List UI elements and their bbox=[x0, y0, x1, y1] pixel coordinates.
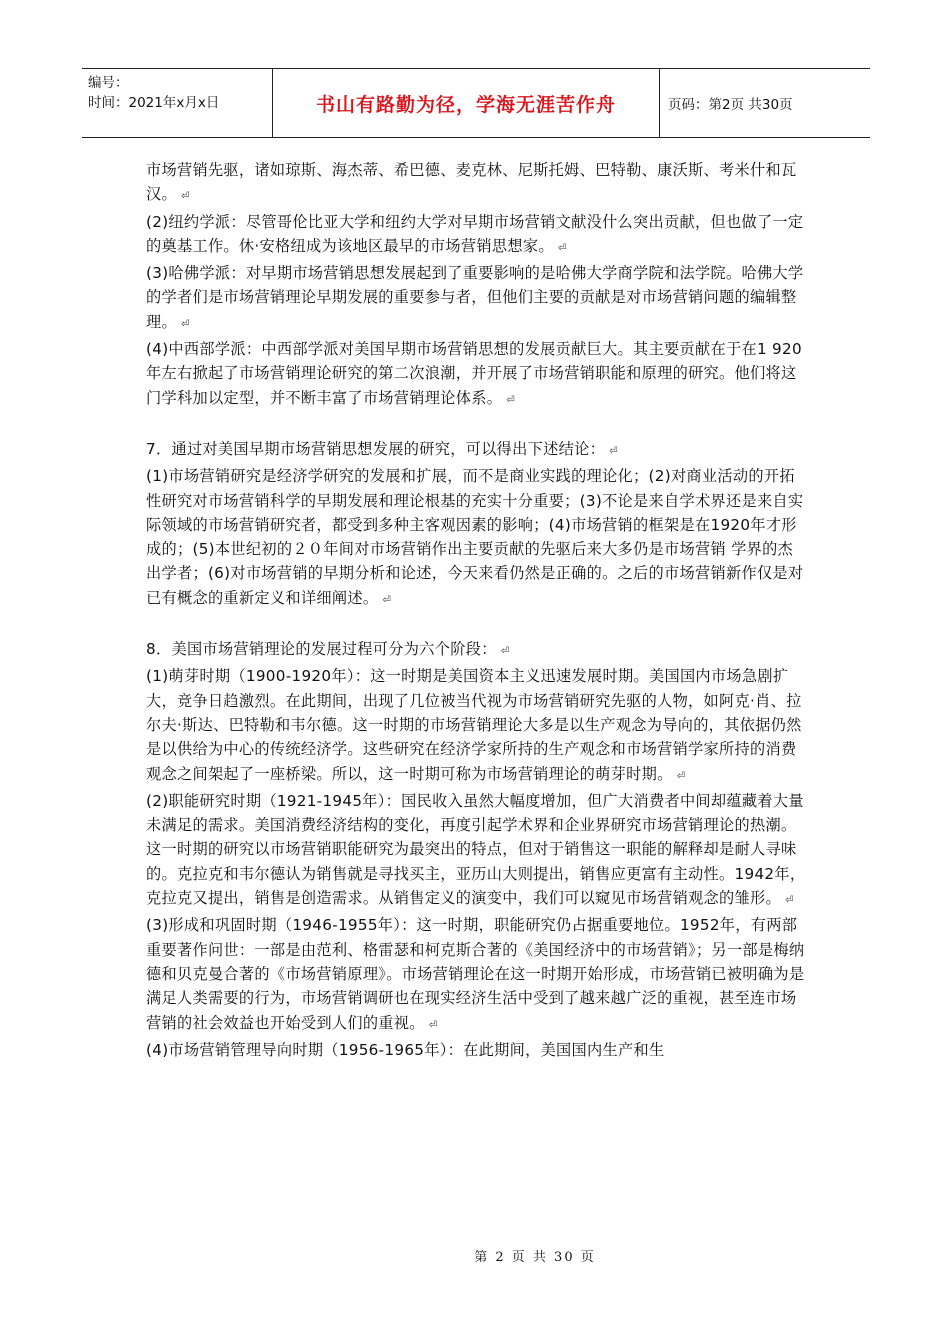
paragraph: (3)形成和巩固时期（1946-1955年）：这一时期，职能研究仍占据重要地位。1952年，有两部重要著作问世：一部是由范利、格雷瑟和柯克斯合著的《美国经济中的市场营销》；另一部是梅纳德和贝克曼合著的《市场营销原理》。市场营销理论在这一时期开始形成，市场营销已被明确为是满足人类需要的行为，市场营销调研也在现实经济生活中受到了越来越广泛的重视，甚至连市场营销的社会效益也开始受到人们的重视。 ⏎ bbox=[146, 916, 805, 1032]
return-mark-icon: ⏎ bbox=[676, 770, 686, 782]
header-motto: 书山有路勤为径，学海无涯苦作舟 bbox=[272, 69, 660, 137]
return-mark-icon: ⏎ bbox=[506, 394, 515, 406]
paragraph: (2)职能研究时期（1921-1945年）：国民收入虽然大幅度增加，但广大消费者中间却蕴藏着大量未满足的需求。美国消费经济结构的变化，再度引起学术界和企业界研究市场营销理论的热潮。这一时期的研究以市场营销职能研究为最突出的特点，但对于销售这一职能的解释却是耐人寻味的。克拉克和韦尔德认为销售就是寻找买主，亚历山大则提出，销售应更富有主动性。1942年，克拉克又提出，销售是创造需求。从销售定义的演变中，我们可以窥见市场营销观念的雏形。 ⏎ bbox=[146, 791, 806, 908]
paragraph: (4)市场营销管理导向时期（1956-1965年）：在此期间，美国国内生产和生 bbox=[146, 1040, 665, 1059]
page-header bbox=[82, 68, 870, 138]
paragraph: (1)萌芽时期（1900-1920年）：这一时期是美国资本主义迅速发展时期。美国国内市场急剧扩大，竞争日趋激烈。在此期间，出现了几位被当代视为市场营销研究先驱的人物，如阿克·肖、拉尔夫·斯达、巴特勒和韦尔德。这一时期的市场营销理论大多是以生产观念为导向的，其依据仍然是以供给为中心的传统经济学。这些研究在经济学家所持的生产观念和市场营销学家所持的消费观念之间架起了一座桥梁。所以，这一时期可称为市场营销理论的萌芽时期。 ⏎ bbox=[146, 667, 802, 783]
return-mark-icon: ⏎ bbox=[180, 318, 190, 330]
paragraph: 市场营销先驱，诸如琼斯、海杰蒂、希巴德、麦克林、尼斯托姆、巴特勒、康沃斯、考米什和瓦汉。 ⏎ bbox=[146, 161, 797, 204]
paragraph: 8．美国市场营销理论的发展过程可分为六个阶段： ⏎ bbox=[146, 640, 510, 659]
return-mark-icon: ⏎ bbox=[382, 594, 391, 606]
header-page-number: 页码：第2页 共30页 bbox=[668, 97, 793, 113]
paragraph: (1)市场营销研究是经济学研究的发展和扩展，而不是商业实践的理论化；(2)对商业活动的开拓性研究对市场营销科学的早期发展和理论根基的充实十分重要；(3)不论是来自学术界还是来自实际领域的市场营销研究者，都受到多种主客观因素的影响；(4)市场营销的框架是在1920年才形成的；(5)本世纪初的２０年间对市场营销作出主要贡献的先驱后来大多仍是市场营销 学界的杰出学者；(6)对市场营销的早期分析和论述，今天来看仍然是正确的。之后的市场营销新作仅是对已有概念的重新定义和详细阐述。 ⏎ bbox=[146, 467, 804, 607]
return-mark-icon: ⏎ bbox=[428, 1019, 438, 1031]
document-number-label: 编号： bbox=[88, 75, 129, 91]
return-mark-icon: ⏎ bbox=[557, 242, 567, 254]
document-body bbox=[146, 158, 806, 1062]
paragraph: (2)纽约学派：尽管哥伦比亚大学和纽约大学对早期市场营销文献没什么突出贡献，但也做了一定的奠基工作。休·安格纽成为该地区最早的市场营销思想家。 ⏎ bbox=[146, 212, 804, 255]
return-mark-icon: ⏎ bbox=[500, 646, 510, 658]
document-time-label: 时间：2021年x月x日 bbox=[88, 95, 220, 111]
page-footer bbox=[0, 1246, 950, 1265]
header-meta bbox=[82, 69, 272, 137]
footer-page-number: 第 2 页 共 30 页 bbox=[474, 1250, 596, 1265]
return-mark-icon: ⏎ bbox=[180, 191, 190, 203]
paragraph: (4)中西部学派：中西部学派对美国早期市场营销思想的发展贡献巨大。其主要贡献在于在1 920年左右掀起了市场营销理论研究的第二次浪潮，并开展了市场营销职能和原理的研究。他们将这门学科加以定型，并不断丰富了市场营销理论体系。 ⏎ bbox=[146, 340, 802, 407]
return-mark-icon: ⏎ bbox=[785, 895, 794, 907]
paragraph: 7．通过对美国早期市场营销思想发展的研究，可以得出下述结论： ⏎ bbox=[146, 439, 618, 458]
paragraph: (3)哈佛学派：对早期市场营销思想发展起到了重要影响的是哈佛大学商学院和法学院。哈佛大学的学者们是市场营销理论早期发展的重要参与者，但他们主要的贡献是对市场营销问题的编辑整理。 ⏎ bbox=[146, 264, 804, 331]
return-mark-icon: ⏎ bbox=[609, 445, 618, 457]
